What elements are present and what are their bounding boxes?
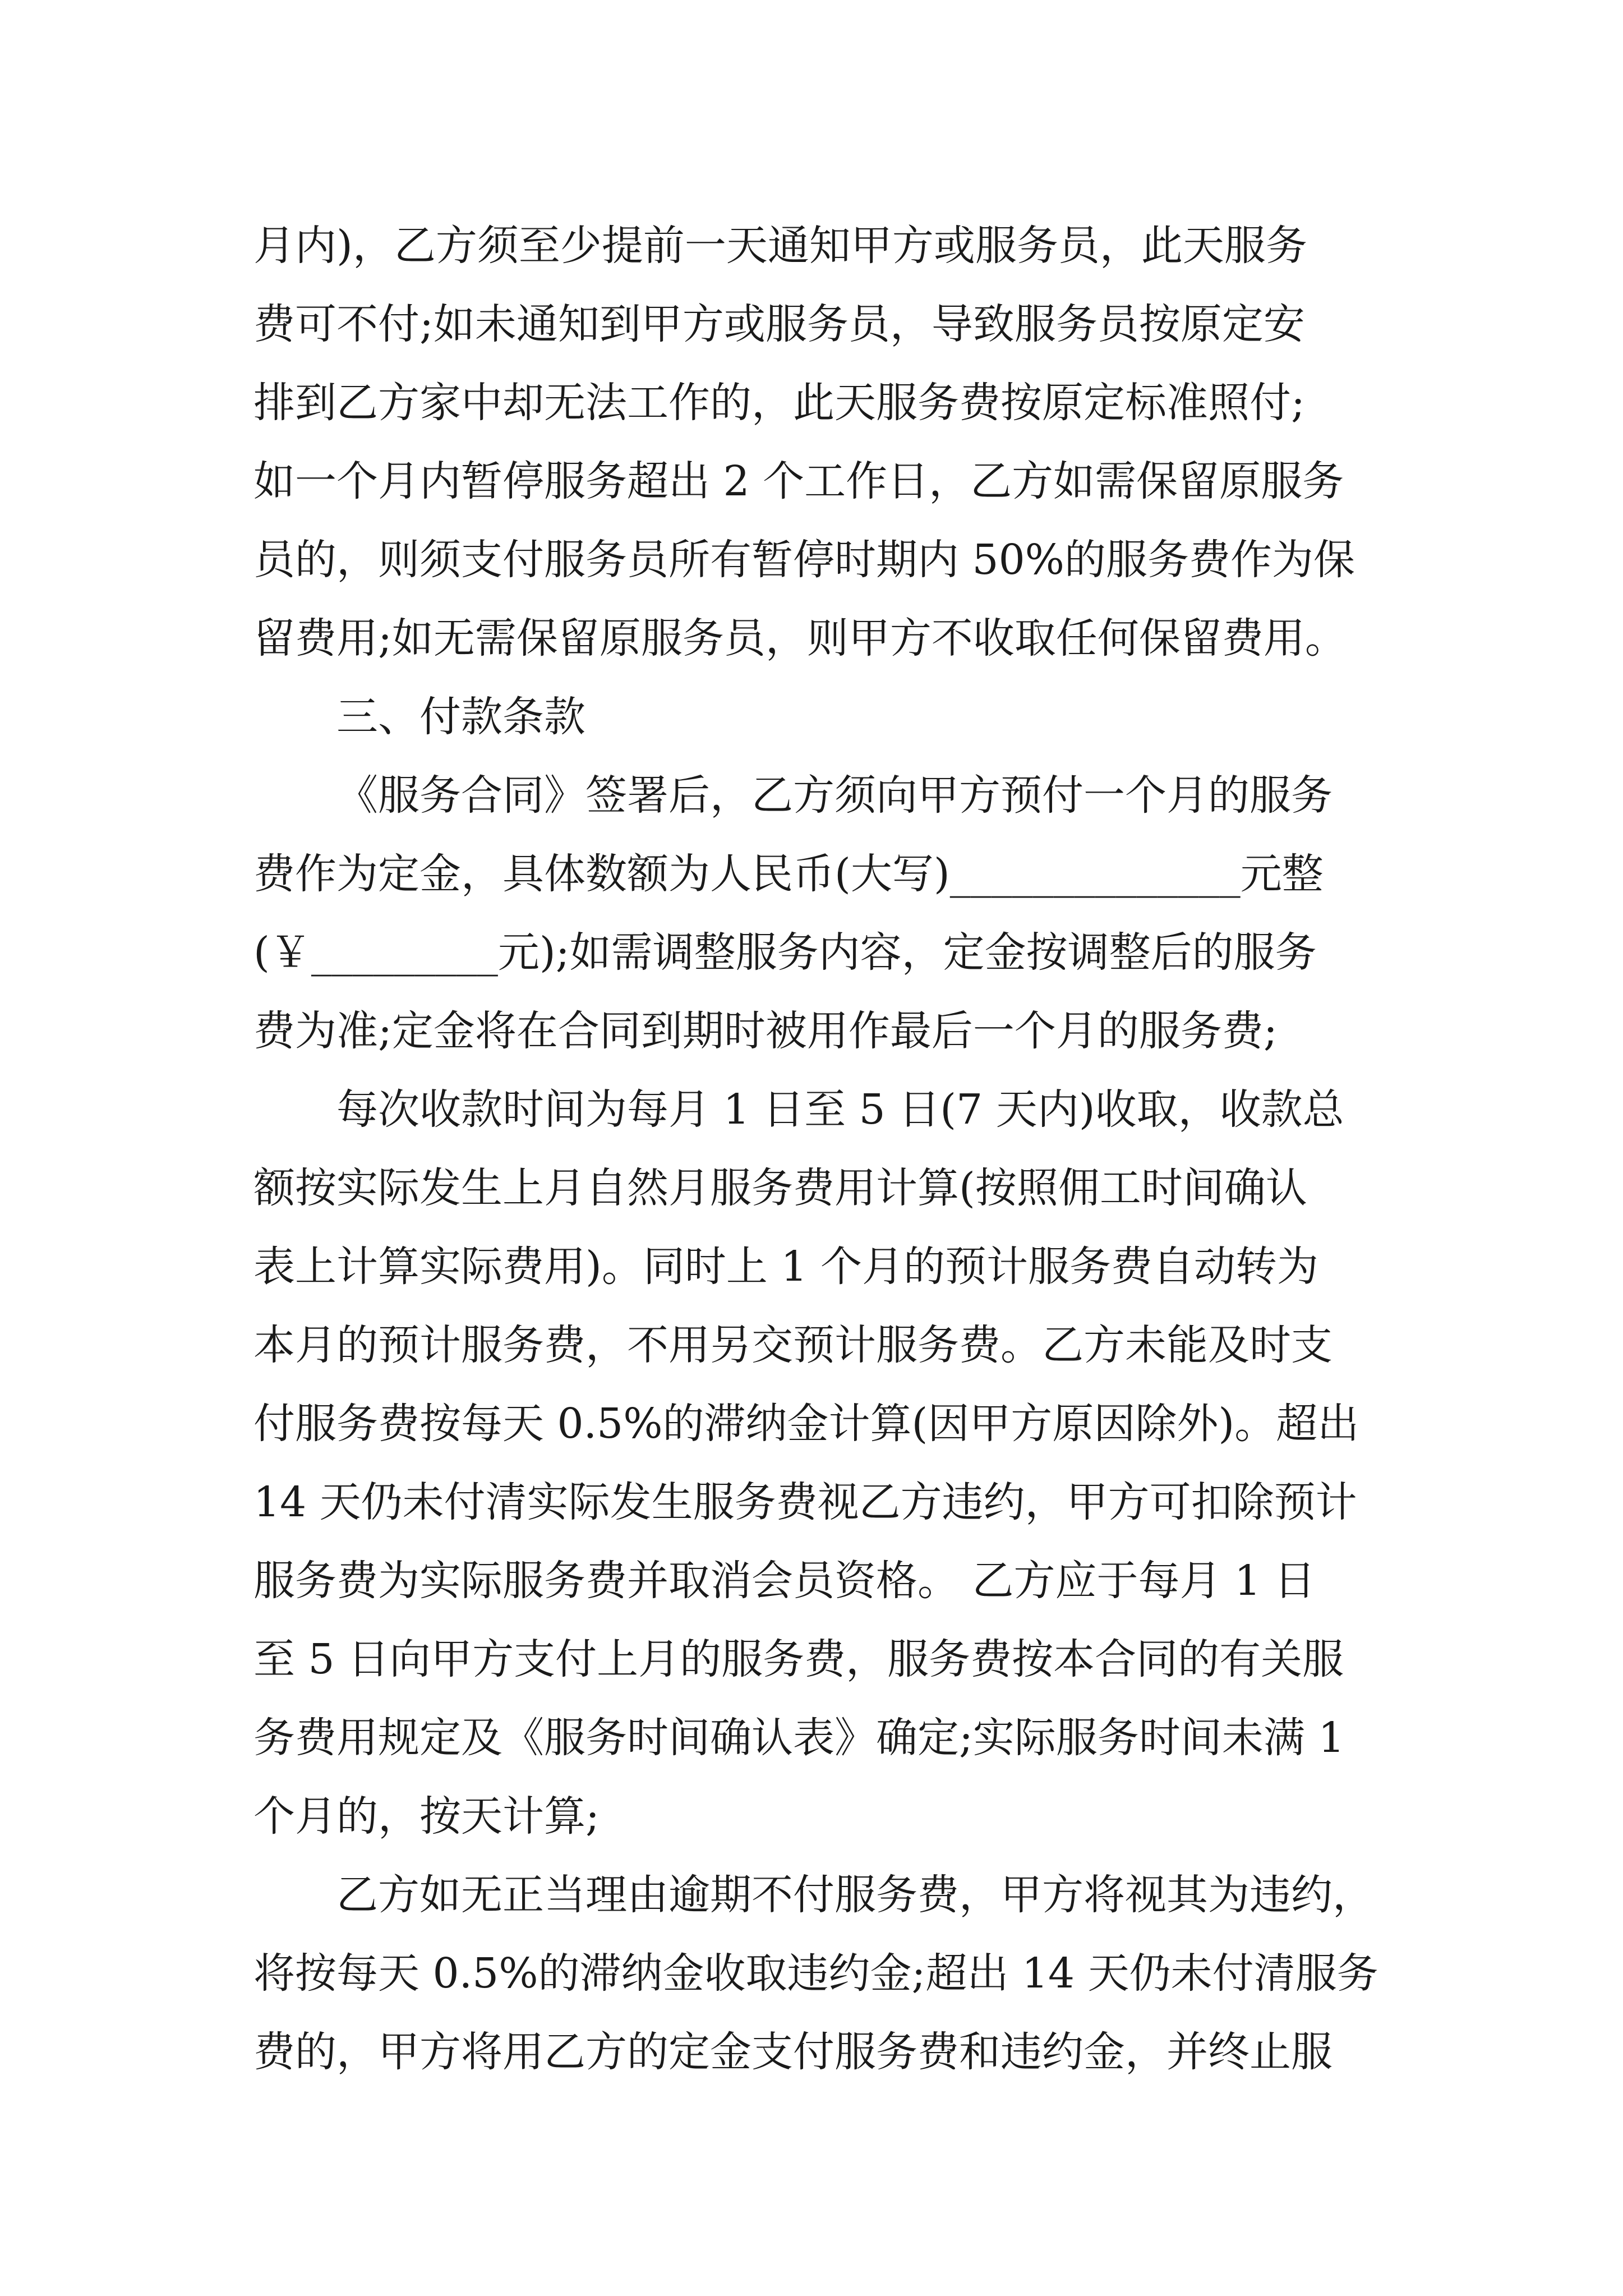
paragraph-line: 费为准;定金将在合同到期时被用作最后一个月的服务费; — [253, 1007, 1278, 1055]
paragraph-line: 乙方如无正当理由逾期不付服务费，甲方将视其为违约， — [336, 1871, 1374, 1919]
paragraph-line: 务费用规定及《服务时间确认表》确定;实际服务时间未满 1 — [253, 1714, 1345, 1762]
paragraph-line: 至 5 日向甲方支付上月的服务费，服务费按本合同的有关服 — [253, 1635, 1344, 1683]
paragraph-line: 14 天仍未付清实际发生服务费视乙方违约，甲方可扣除预计 — [253, 1478, 1357, 1526]
paragraph-line: 费可不付;如未通知到甲方或服务员，导致服务员按原定安 — [253, 300, 1305, 348]
paragraph-line: 留费用;如无需保留原服务员，则甲方不收取任何保留费用。 — [253, 614, 1347, 662]
section-heading: 三、付款条款 — [336, 693, 585, 741]
paragraph-line: 费的，甲方将用乙方的定金支付服务费和违约金，并终止服 — [253, 2028, 1332, 2076]
paragraph-line: 个月的，按天计算; — [253, 1792, 600, 1841]
paragraph-line: 《服务合同》签署后，乙方须向甲方预付一个月的服务 — [336, 771, 1332, 820]
paragraph-line: 月内)，乙方须至少提前一天通知甲方或服务员，此天服务 — [253, 222, 1307, 270]
paragraph-line: 员的，则须支付服务员所有暂停时期内 50%的服务费作为保 — [253, 536, 1355, 584]
paragraph-line: 额按实际发生上月自然月服务费用计算(按照佣工时间确认 — [253, 1164, 1307, 1212]
paragraph-line: 排到乙方家中却无法工作的，此天服务费按原定标准照付; — [253, 379, 1305, 427]
paragraph-line: 将按每天 0.5%的滞纳金收取违约金;超出 14 天仍未付清服务 — [253, 1949, 1378, 1998]
paragraph-line: 表上计算实际费用)。同时上 1 个月的预计服务费自动转为 — [253, 1243, 1318, 1291]
paragraph-line: 如一个月内暂停服务超出 2 个工作日，乙方如需保留原服务 — [253, 457, 1344, 505]
paragraph-line: 本月的预计服务费，不用另交预计服务费。乙方未能及时支 — [253, 1321, 1332, 1369]
paragraph-line: 费作为定金，具体数额为人民币(大写)______________元整 — [253, 850, 1324, 898]
paragraph-line: 每次收款时间为每月 1 日至 5 日(7 天内)收取，收款总 — [336, 1085, 1344, 1134]
paragraph-line: 付服务费按每天 0.5%的滞纳金计算(因甲方原因除外)。超出 — [253, 1400, 1359, 1448]
paragraph-line: (￥_________元);如需调整服务内容，定金按调整后的服务 — [253, 928, 1317, 977]
paragraph-line: 服务费为实际服务费并取消会员资格。 乙方应于每月 1 日 — [253, 1557, 1316, 1605]
